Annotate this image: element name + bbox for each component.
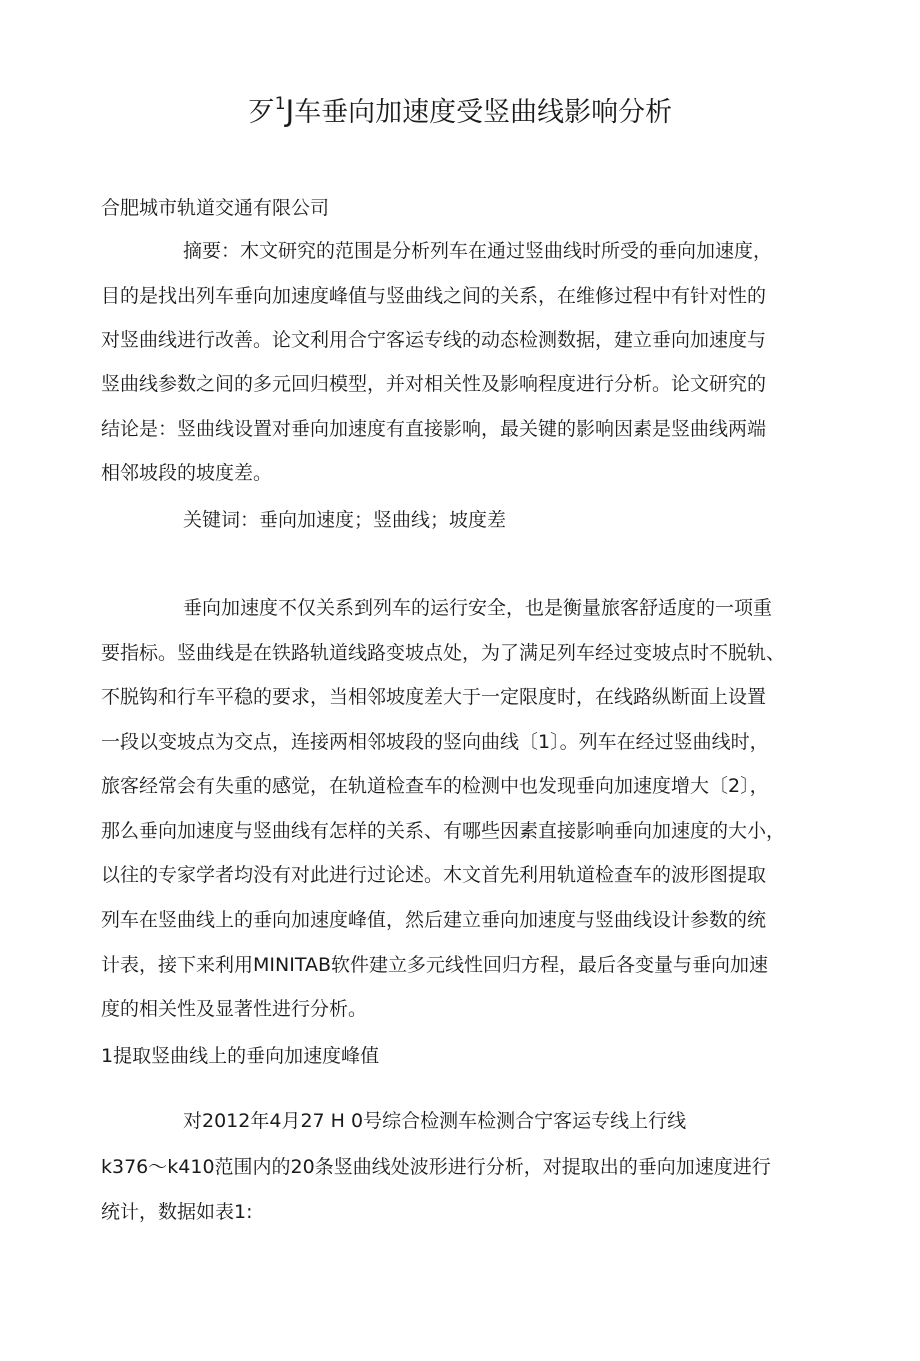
intro-line: 旅客经常会有失重的感觉，在轨道检查车的检测中也发现垂向加速度增大〔2〕，: [101, 775, 769, 797]
intro-line: 不脱钩和行车平稳的要求，当相邻坡度差大于一定限度时，在线路纵断面上设置: [101, 686, 767, 708]
affiliation: 合肥城市轨道交通有限公司: [101, 197, 330, 219]
intro-line: 度的相关性及显著性进行分析。: [101, 998, 368, 1020]
intro-line: 一段以变坡点为交点，连接两相邻坡段的竖向曲线〔1〕。列车在经过竖曲线时，: [101, 731, 769, 753]
section-line: k376～k410范围内的20条竖曲线处波形进行分析，对提取出的垂向加速度进行: [101, 1156, 771, 1178]
title-j: J: [285, 94, 295, 128]
title-superscript: 1: [274, 94, 286, 114]
abstract-line: 摘要：木文研究的范围是分析列车在通过竖曲线时所受的垂向加速度，: [183, 240, 773, 262]
abstract-line: 竖曲线参数之间的多元回归模型，并对相关性及影响程度进行分析。论文研究的: [101, 373, 767, 395]
intro-line: 列车在竖曲线上的垂向加速度峰值，然后建立垂向加速度与竖曲线设计参数的统: [101, 909, 767, 931]
intro-line: 那么垂向加速度与竖曲线有怎样的关系、有哪些因素直接影响垂向加速度的大小，: [101, 820, 786, 842]
intro-line: 计表，接下来利用MINITAB软件建立多元线性回归方程，最后各变量与垂向加速: [101, 954, 768, 976]
section-line: 对2012年4月27 H 0号综合检测车检测合宁客运专线上行线: [183, 1110, 687, 1132]
keywords: 关键词：垂向加速度；竖曲线；坡度差: [183, 509, 507, 531]
document-title: [0, 86, 920, 133]
section-heading: 1提取竖曲线上的垂向加速度峰值: [101, 1045, 380, 1067]
abstract-line: 目的是找出列车垂向加速度峰值与竖曲线之间的关系，在维修过程中有针对性的: [101, 285, 767, 307]
title-rest: 车垂向加速度受竖曲线影响分析: [294, 97, 673, 128]
abstract-line: 对竖曲线进行改善。论文利用合宁客运专线的动态检测数据，建立垂向加速度与: [101, 329, 767, 351]
intro-line: 以往的专家学者均没有对此进行过论述。木文首先利用轨道检查车的波形图提取: [101, 864, 767, 886]
abstract-line: 结论是：竖曲线设置对垂向加速度有直接影响，最关键的影响因素是竖曲线两端: [101, 418, 767, 440]
abstract-line: 相邻坡段的坡度差。: [101, 462, 273, 484]
intro-line: 要指标。竖曲线是在铁路轨道线路变坡点处，为了满足列车经过变坡点时不脱轨、: [101, 642, 786, 664]
intro-line: 垂向加速度不仅关系到列车的运行安全，也是衡量旅客舒适度的一项重: [183, 597, 773, 619]
section-line: 统计，数据如表1:: [101, 1201, 253, 1223]
title-prefix: 歹: [247, 97, 275, 128]
